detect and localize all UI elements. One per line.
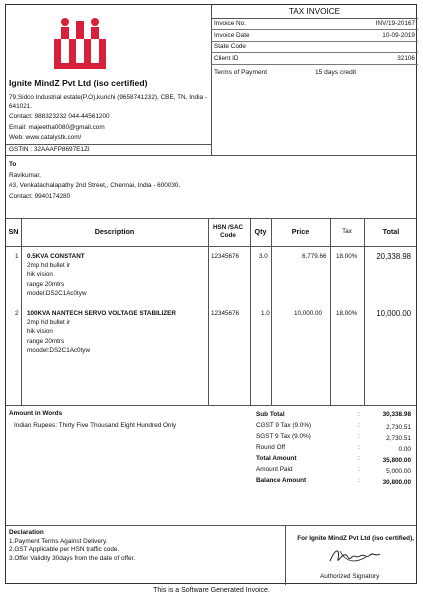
seller-email: Email: majeetha0080@gmail.com bbox=[9, 123, 105, 131]
totals-block: Sub Total : 30,338.98 CGST 9 Tax (9.0%) : 2,730.51 SGST 9 Tax (9.0%) : 2,730.51 Round Off : 0.00 Total Amount : 35,800.00 Amount Paid : 5,000.00 Balance Amount : 30,800.00 bbox=[256, 411, 411, 486]
item-1-description: 0.5KVA CONSTANT 2mp hd bullet ir hik vision range 20mtrs model:DS2C1Ac0tyw bbox=[27, 253, 87, 297]
invoice-page bbox=[5, 4, 417, 584]
buyer-address: #3, Venkatachalapathy 2nd Street,, Chennai, India - 600030. bbox=[9, 182, 181, 190]
item-2-hsn: 12345676 bbox=[211, 310, 240, 317]
buyer-block bbox=[9, 161, 180, 201]
item-2-qty: 1.0 bbox=[261, 310, 270, 317]
item-2-sn: 2 bbox=[15, 310, 19, 317]
item-1-sn: 1 bbox=[15, 253, 19, 260]
subtotal-value: 30,338.98 bbox=[382, 411, 411, 418]
items-table bbox=[6, 218, 416, 405]
company-logo bbox=[54, 17, 106, 69]
total-amount-label: Total Amount bbox=[256, 455, 297, 462]
balance-label: Balance Amount bbox=[256, 477, 307, 484]
signature-for: For Ignite MindZ Pvt Ltd (iso certified), bbox=[297, 535, 414, 542]
seller-name: Ignite MindZ Pvt Ltd (iso certified) bbox=[9, 78, 148, 88]
item-2-description: 100KVA NANTECH SERVO VOLTAGE STABILIZER 2mp hd bullet ir hik vision range 20mtrs moodel:DS2C1Ac0tyw bbox=[27, 310, 176, 354]
signature-image bbox=[326, 545, 384, 567]
col-hsn: HSN /SAC Code bbox=[212, 224, 244, 239]
roundoff-value: 0.00 bbox=[398, 446, 411, 453]
amount-words-label: Amount in Words bbox=[9, 410, 63, 417]
balance-value: 30,800.00 bbox=[382, 479, 411, 486]
invoice-title: TAX INVOICE bbox=[211, 5, 418, 19]
cgst-value: 2,730.51 bbox=[386, 424, 411, 431]
seller-block bbox=[9, 78, 209, 143]
authorized-signatory: Authorized Signatory bbox=[320, 573, 380, 580]
item-1-hsn: 12345676 bbox=[211, 253, 240, 260]
item-2-tax: 18.00% bbox=[336, 310, 358, 317]
invoice-info bbox=[211, 5, 418, 155]
seller-address: 79,Sidco Industrial estate(P.O),kurichi (9658741232), CBE, TN, India - 641021. bbox=[9, 94, 207, 110]
buyer-contact: Contact: 9940174280 bbox=[9, 192, 71, 200]
info-row-invoice-no: Invoice No. INV/19-20167 bbox=[211, 19, 418, 30]
seller-contact: Contact: 988323232 044-44561200 bbox=[9, 113, 110, 121]
item-1-price: 6,779.66 bbox=[302, 253, 327, 260]
amount-words-text: Indian Rupees: Thirty Five Thousand Eight Hundred Only bbox=[14, 422, 177, 429]
col-tax: Tax bbox=[342, 228, 352, 235]
seller-web: Web: www.catalystk.com/ bbox=[9, 134, 82, 142]
declaration-block: Declaration 1.Payment Terms Against Delivery. 2.GST Applicable per HSN traffic code. 3.Offer Validity 30days from the date of offer. bbox=[9, 529, 136, 562]
total-amount-value: 35,800.00 bbox=[382, 457, 411, 464]
item-1-total: 20,338.98 bbox=[376, 252, 411, 261]
buyer-name: Ravikumar, bbox=[9, 171, 41, 179]
col-price: Price bbox=[291, 227, 310, 236]
to-label: To bbox=[9, 161, 17, 168]
item-2-price: 10,000.00 bbox=[294, 310, 323, 317]
col-sn: SN bbox=[8, 227, 19, 236]
col-total: Total bbox=[382, 227, 400, 236]
terms-value: 15 days credit bbox=[315, 69, 357, 76]
cgst-label: CGST 9 Tax (9.0%) bbox=[256, 422, 312, 429]
item-2-total: 10,000.00 bbox=[376, 309, 411, 318]
col-description: Description bbox=[94, 227, 135, 236]
seller-gstin: GSTIN : 32AAAFP8697E1ZI bbox=[9, 146, 90, 153]
info-row-client-id: Client ID 32106 bbox=[211, 54, 418, 65]
roundoff-label: Round Off bbox=[256, 444, 286, 451]
item-1-qty: 3.0 bbox=[259, 253, 268, 260]
amount-paid-value: 5,000.00 bbox=[386, 468, 411, 475]
footer-note: This is a Software Generated Invoice. bbox=[153, 587, 270, 594]
sgst-value: 2,730.51 bbox=[386, 435, 411, 442]
terms-label: Terms of Payment bbox=[214, 69, 268, 76]
info-row-invoice-date: Invoice Date 10-09-2019 bbox=[211, 31, 418, 42]
sgst-label: SGST 9 Tax (9.0%) bbox=[256, 433, 311, 440]
amount-paid-label: Amount Paid bbox=[256, 466, 293, 473]
col-qty: Qty bbox=[254, 227, 267, 236]
item-1-tax: 18.00% bbox=[336, 253, 358, 260]
subtotal-label: Sub Total bbox=[256, 411, 285, 418]
info-row-state-code: State Code bbox=[211, 42, 418, 53]
